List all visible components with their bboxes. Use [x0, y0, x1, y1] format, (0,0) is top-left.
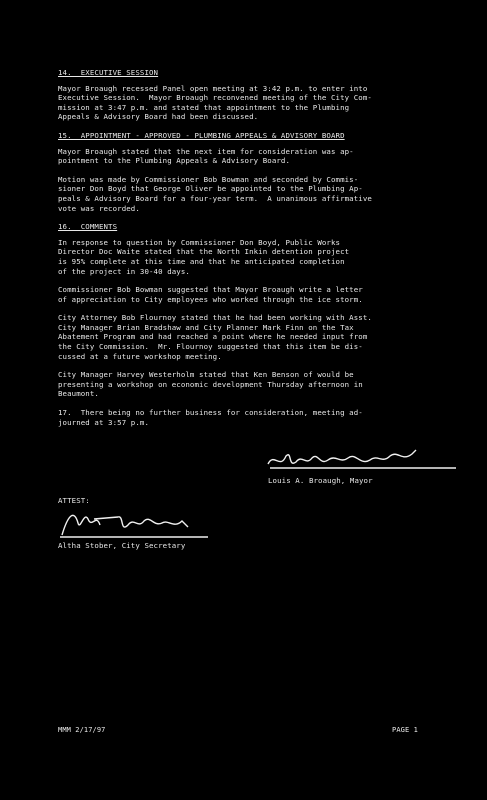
section-text-line: of the project in 30-40 days.	[58, 266, 190, 276]
section-text-line: City Manager Harvey Westerholm stated that Ken Benson of would be	[58, 370, 354, 380]
section-text-line: of appreciation to City employees who worked through the ice storm.	[58, 294, 363, 304]
section-text-line: City Attorney Bob Flournoy stated that he had been working with Asst.	[58, 313, 372, 323]
minutes-section	[58, 285, 450, 304]
minutes-document	[58, 68, 450, 436]
section-text-line: Commissioner Bob Bowman suggested that Mayor Broaugh write a letter	[58, 285, 363, 295]
secretary-signature-image	[58, 505, 218, 539]
minutes-section	[58, 408, 450, 427]
section-text-line: Appeals & Advisory Board had been discussed.	[58, 112, 259, 122]
section-text-line: journed at 3:57 p.m.	[58, 417, 149, 427]
mayor-name: Louis A. Broaugh, Mayor	[268, 476, 373, 485]
minutes-section	[58, 175, 450, 213]
minutes-section	[58, 370, 450, 399]
section-text-line: Abatement Program and had reached a point where he needed input from	[58, 332, 368, 342]
section-heading: 14. EXECUTIVE SESSION	[58, 68, 159, 77]
section-text-line: mission at 3:47 p.m. and stated that appointment to the Plumbing	[58, 102, 350, 112]
attest-block	[58, 496, 218, 550]
mayor-signature-image	[262, 448, 462, 474]
footer-date: MMM 2/17/97	[58, 726, 106, 734]
minutes-section	[58, 68, 450, 122]
section-text-line: is 95% complete at this time and that he anticipated completion	[58, 256, 345, 266]
section-text-line: In response to question by Commissioner Don Boyd, Public Works	[58, 237, 341, 247]
mayor-signature-block	[262, 448, 462, 485]
section-text-line: presenting a workshop on economic development Thursday afternoon in	[58, 379, 363, 389]
section-text-line: Executive Session. Mayor Broaugh reconvened meeting of the City Com-	[58, 93, 372, 103]
section-text-line: peals & Advisory Board for a four-year term. A unanimous affirmative	[58, 193, 372, 203]
section-text-line: Beaumont.	[58, 389, 99, 399]
section-text-line: pointment to the Plumbing Appeals & Advisory Board.	[58, 156, 291, 166]
section-text-line: vote was recorded.	[58, 203, 140, 213]
section-text-line: cussed at a future workshop meeting.	[58, 351, 222, 361]
footer-page-number: PAGE 1	[392, 726, 418, 734]
section-text-line: Director Doc Waite stated that the North Inkin detention project	[58, 247, 350, 257]
section-text-line: City Manager Brian Bradshaw and City Planner Mark Finn on the Tax	[58, 322, 354, 332]
section-text-line: sioner Don Boyd that George Oliver be appointed to the Plumbing Ap-	[58, 184, 363, 194]
attest-label: ATTEST:	[58, 496, 90, 505]
minutes-section	[58, 313, 450, 361]
section-text-line: Mayor Broaugh stated that the next item for consideration was ap-	[58, 146, 354, 156]
minutes-section	[58, 222, 450, 276]
section-text-line: Mayor Broaugh recessed Panel open meeting at 3:42 p.m. to enter into	[58, 83, 368, 93]
minutes-section	[58, 131, 450, 166]
section-heading: 15. APPOINTMENT - APPROVED - PLUMBING APPEALS & ADVISORY BOARD	[58, 130, 345, 140]
section-text-line: 17. There being no further business for consideration, meeting ad-	[58, 408, 363, 418]
section-heading: 16. COMMENTS	[58, 222, 118, 232]
section-text-line: the City Commission. Mr. Flournoy suggested that this item be dis-	[58, 342, 363, 352]
section-text-line: Motion was made by Commissioner Bob Bowman and seconded by Commis-	[58, 174, 359, 184]
secretary-name: Altha Stober, City Secretary	[58, 541, 186, 550]
